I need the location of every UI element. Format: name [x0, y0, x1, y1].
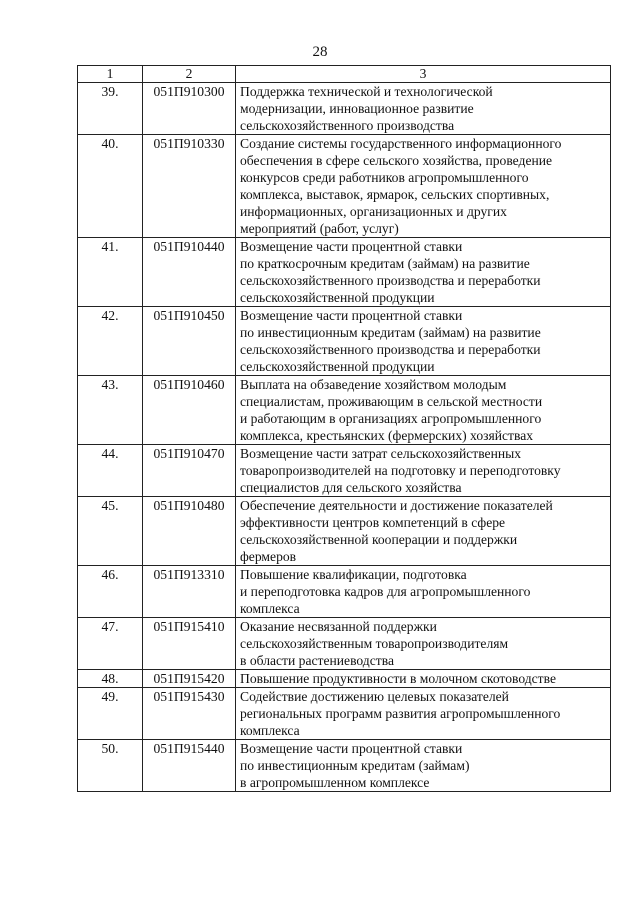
row-description: Возмещение части процентной ставки по краткосрочным кредитам (займам) на развитие сельскохозяйственного производства и переработки сельскохозяйственной продукции — [240, 239, 541, 305]
row-description-cell — [236, 566, 611, 618]
row-description-cell — [236, 670, 611, 688]
row-code: 051П915430 — [143, 688, 236, 740]
page-number: 28 — [312, 44, 328, 60]
row-number: 46. — [78, 566, 143, 618]
table-row — [78, 566, 611, 618]
row-description: Поддержка технической и технологической модернизации, инновационное развитие сельскохозяйственного производства — [240, 84, 493, 133]
table-row — [78, 670, 611, 688]
row-number: 50. — [78, 740, 143, 792]
row-number: 47. — [78, 618, 143, 670]
row-code: 051П915420 — [143, 670, 236, 688]
row-description: Возмещение части затрат сельскохозяйственных товаропроизводителей на подготовку и переподготовку специалистов для сельского хозяйства — [240, 446, 561, 495]
row-number: 44. — [78, 445, 143, 497]
row-number: 48. — [78, 670, 143, 688]
row-code: 051П915410 — [143, 618, 236, 670]
row-code: 051П913310 — [143, 566, 236, 618]
table-row — [78, 83, 611, 135]
row-number: 41. — [78, 238, 143, 307]
row-code: 051П910470 — [143, 445, 236, 497]
classification-table — [77, 65, 611, 792]
table-row — [78, 307, 611, 376]
row-number: 39. — [78, 83, 143, 135]
row-description: Повышение продуктивности в молочном скотоводстве — [240, 671, 556, 686]
row-code: 051П910460 — [143, 376, 236, 445]
table-header-row — [78, 66, 611, 83]
table-row — [78, 238, 611, 307]
row-description-cell — [236, 135, 611, 238]
column-header-number: 1 — [78, 66, 143, 83]
row-code: 051П910330 — [143, 135, 236, 238]
table-row — [78, 135, 611, 238]
row-description-cell — [236, 740, 611, 792]
row-description-cell — [236, 497, 611, 566]
row-description: Повышение квалификации, подготовка и переподготовка кадров для агропромышленного комплекса — [240, 567, 531, 616]
row-description: Возмещение части процентной ставки по инвестиционным кредитам (займам) на развитие сельскохозяйственного производства и переработки сельскохозяйственной продукции — [240, 308, 541, 374]
row-description-cell — [236, 618, 611, 670]
row-code: 051П915440 — [143, 740, 236, 792]
row-description: Обеспечение деятельности и достижение показателей эффективности центров компетенций в сфере сельскохозяйственной кооперации и поддержки фермеров — [240, 498, 553, 564]
column-header-description: 3 — [236, 66, 611, 83]
row-description-cell — [236, 445, 611, 497]
row-description: Выплата на обзаведение хозяйством молодым специалистам, проживающим в сельской местности и работающим в организациях агропромышленного комплекса, крестьянских (фермерских) хозяйствах — [240, 377, 543, 443]
table-row — [78, 376, 611, 445]
row-description-cell — [236, 376, 611, 445]
table-row — [78, 445, 611, 497]
row-code: 051П910480 — [143, 497, 236, 566]
row-number: 43. — [78, 376, 143, 445]
row-number: 42. — [78, 307, 143, 376]
row-description: Оказание несвязанной поддержки сельскохозяйственным товаропроизводителям в области растениеводства — [240, 619, 509, 668]
row-description-cell — [236, 307, 611, 376]
row-description-cell — [236, 83, 611, 135]
table-row — [78, 497, 611, 566]
row-description-cell — [236, 688, 611, 740]
row-description: Создание системы государственного информационного обеспечения в сфере сельского хозяйства, проведение конкурсов среди работников агропромышленного комплекса, выставок, ярмарок, сельских спортивных, информационных, организационных и других мероприятий (работ, услуг) — [240, 136, 562, 236]
row-description-cell — [236, 238, 611, 307]
row-code: 051П910450 — [143, 307, 236, 376]
row-code: 051П910440 — [143, 238, 236, 307]
table-row — [78, 618, 611, 670]
table-row — [78, 688, 611, 740]
column-header-code: 2 — [143, 66, 236, 83]
row-number: 45. — [78, 497, 143, 566]
row-number: 49. — [78, 688, 143, 740]
row-description: Содействие достижению целевых показателей региональных программ развития агропромышленного комплекса — [240, 689, 561, 738]
table-row — [78, 740, 611, 792]
row-description: Возмещение части процентной ставки по инвестиционным кредитам (займам) в агропромышленном комплексе — [240, 741, 470, 790]
row-number: 40. — [78, 135, 143, 238]
row-code: 051П910300 — [143, 83, 236, 135]
